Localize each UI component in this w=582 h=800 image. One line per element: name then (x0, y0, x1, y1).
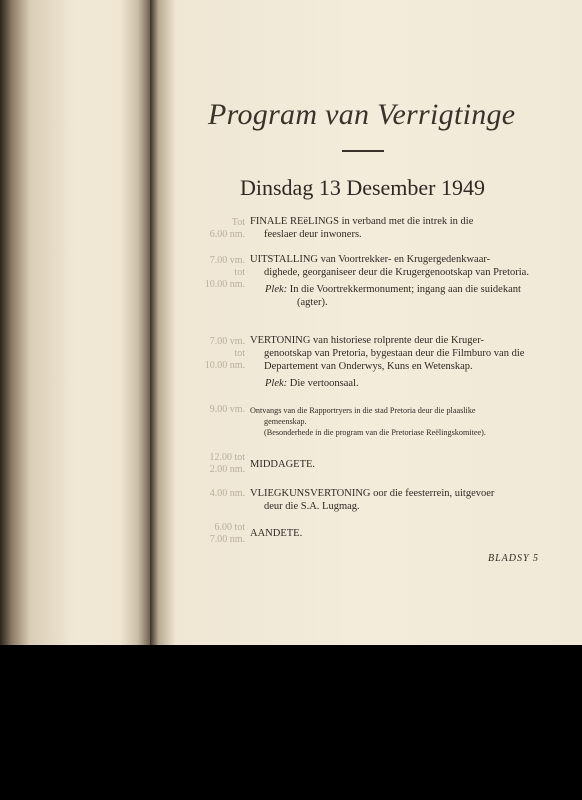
entry-lead: AANDETE. (250, 528, 303, 539)
time-line: tot (234, 348, 245, 359)
time-label (150, 336, 245, 372)
program-entry (250, 527, 540, 540)
left-page-edge (0, 0, 150, 645)
time-line: 6.00 nm. (209, 229, 245, 240)
time-label (150, 255, 245, 291)
time-label (150, 522, 245, 546)
entry-continuation: deur die S.A. Lugmag. (264, 501, 360, 512)
entry-continuation: genootskap van Pretoria, bygestaan deur die Filmburo van die Departement van Onderwys, Kuns en Wetenskap. (264, 348, 525, 372)
time-line: 10.00 nm. (204, 279, 245, 290)
entry-place (250, 377, 540, 390)
entry-lead: VERTONING van historiese rolprente deur die Kruger- (250, 335, 484, 346)
entry-lead: Ontvangs van die Rapportryers in die stad Pretoria deur die plaaslike (250, 406, 476, 415)
date-heading: Dinsdag 13 Desember 1949 (240, 175, 486, 200)
entry-continuation: feeslaer deur inwoners. (264, 229, 362, 240)
time-line: 12.00 tot (209, 452, 245, 463)
time-label (150, 404, 245, 416)
program-entry (250, 405, 540, 438)
page-number: BLADSY 5 (488, 553, 540, 564)
title-divider (342, 150, 384, 152)
program-entry (250, 458, 540, 471)
time-label (150, 217, 245, 241)
time-line: tot (234, 267, 245, 278)
entry-lead: FINALE REëLINGS in verband met die intrek in die (250, 216, 474, 227)
time-line: 4.00 nm. (209, 488, 245, 499)
program-entry (250, 215, 540, 241)
entry-lead: VLIEGKUNSVERTONING oor die feesterrein, uitgevoer (250, 488, 495, 499)
entry-note: (Besonderhede in die program van die Pretoriase Reëlingskomitee). (264, 428, 486, 437)
entry-lead: MIDDAGETE. (250, 459, 316, 470)
time-line: 9.00 vm. (209, 404, 245, 415)
time-line: 2.00 nm. (209, 464, 245, 475)
time-line: Tot (231, 217, 245, 228)
time-label (150, 488, 245, 500)
page-title: Program van Verrigtinge (208, 98, 516, 131)
document-page (150, 0, 582, 645)
time-line: 7.00 vm. (209, 255, 245, 266)
time-line: 7.00 nm. (209, 534, 245, 545)
place-label: Plek: (265, 378, 288, 389)
program-entry (250, 334, 540, 390)
place-text: In die Voortrekkermonument; ingang aan die suidekant (agter). (289, 284, 521, 308)
time-line: 6.00 tot (214, 522, 245, 533)
place-label: Plek: (265, 284, 288, 295)
program-entry (250, 487, 540, 513)
entry-continuation: gemeenskap. (264, 417, 307, 426)
entry-continuation: dighede, georganiseer deur die Krugergenootskap van Pretoria. (264, 267, 529, 278)
program-entry (250, 253, 540, 309)
entry-lead: UITSTALLING van Voortrekker- en Krugergedenkwaar- (250, 254, 491, 265)
time-line: 10.00 nm. (204, 360, 245, 371)
time-line: 7.00 vm. (209, 336, 245, 347)
entry-place (250, 283, 540, 309)
time-label (150, 452, 245, 476)
place-text: Die vertoonsaal. (289, 378, 359, 389)
